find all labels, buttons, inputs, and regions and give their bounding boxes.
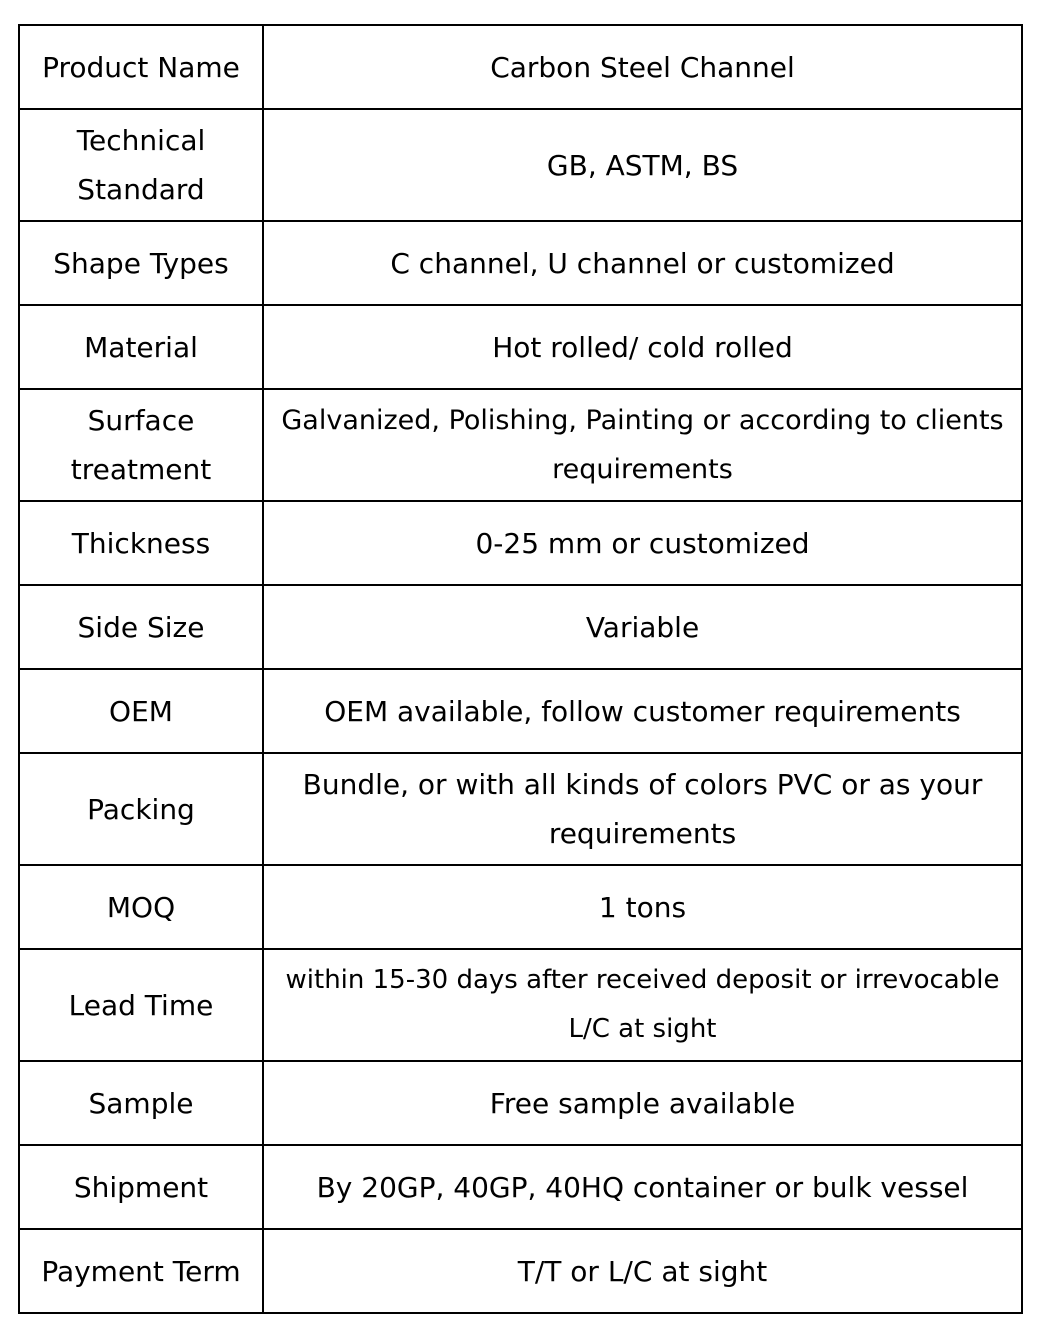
row-label: Technical Standard: [19, 109, 263, 221]
row-value: 1 tons: [263, 865, 1022, 949]
product-spec-table: [18, 24, 1023, 1314]
row-value: Free sample available: [263, 1061, 1022, 1145]
row-label: Sample: [19, 1061, 263, 1145]
row-value: Carbon Steel Channel: [263, 25, 1022, 109]
row-value: within 15-30 days after received deposit or irrevocable L/C at sight: [263, 949, 1022, 1061]
table-row: [19, 109, 1022, 221]
table-row: [19, 25, 1022, 109]
table-row: [19, 585, 1022, 669]
table-row: [19, 949, 1022, 1061]
row-label: Shape Types: [19, 221, 263, 305]
table-row: [19, 753, 1022, 865]
table-row: [19, 501, 1022, 585]
table-row: [19, 1061, 1022, 1145]
row-value: C channel, U channel or customized: [263, 221, 1022, 305]
row-value: T/T or L/C at sight: [263, 1229, 1022, 1313]
row-value: Galvanized, Polishing, Painting or according to clients requirements: [263, 389, 1022, 501]
row-value: Variable: [263, 585, 1022, 669]
table-row: [19, 669, 1022, 753]
table-row: [19, 865, 1022, 949]
table-row: [19, 305, 1022, 389]
row-value: By 20GP, 40GP, 40HQ container or bulk vessel: [263, 1145, 1022, 1229]
row-value: Bundle, or with all kinds of colors PVC or as your requirements: [263, 753, 1022, 865]
row-label: OEM: [19, 669, 263, 753]
row-label: Side Size: [19, 585, 263, 669]
row-label: Payment Term: [19, 1229, 263, 1313]
row-value: Hot rolled/ cold rolled: [263, 305, 1022, 389]
row-label: Product Name: [19, 25, 263, 109]
row-label: Lead Time: [19, 949, 263, 1061]
table-row: [19, 1229, 1022, 1313]
row-value: OEM available, follow customer requirements: [263, 669, 1022, 753]
row-label: Shipment: [19, 1145, 263, 1229]
row-value: 0-25 mm or customized: [263, 501, 1022, 585]
row-label: Thickness: [19, 501, 263, 585]
row-label: Packing: [19, 753, 263, 865]
table-row: [19, 1145, 1022, 1229]
row-label: MOQ: [19, 865, 263, 949]
row-label: Surface treatment: [19, 389, 263, 501]
table-row: [19, 221, 1022, 305]
table-row: [19, 389, 1022, 501]
row-value: GB, ASTM, BS: [263, 109, 1022, 221]
row-label: Material: [19, 305, 263, 389]
